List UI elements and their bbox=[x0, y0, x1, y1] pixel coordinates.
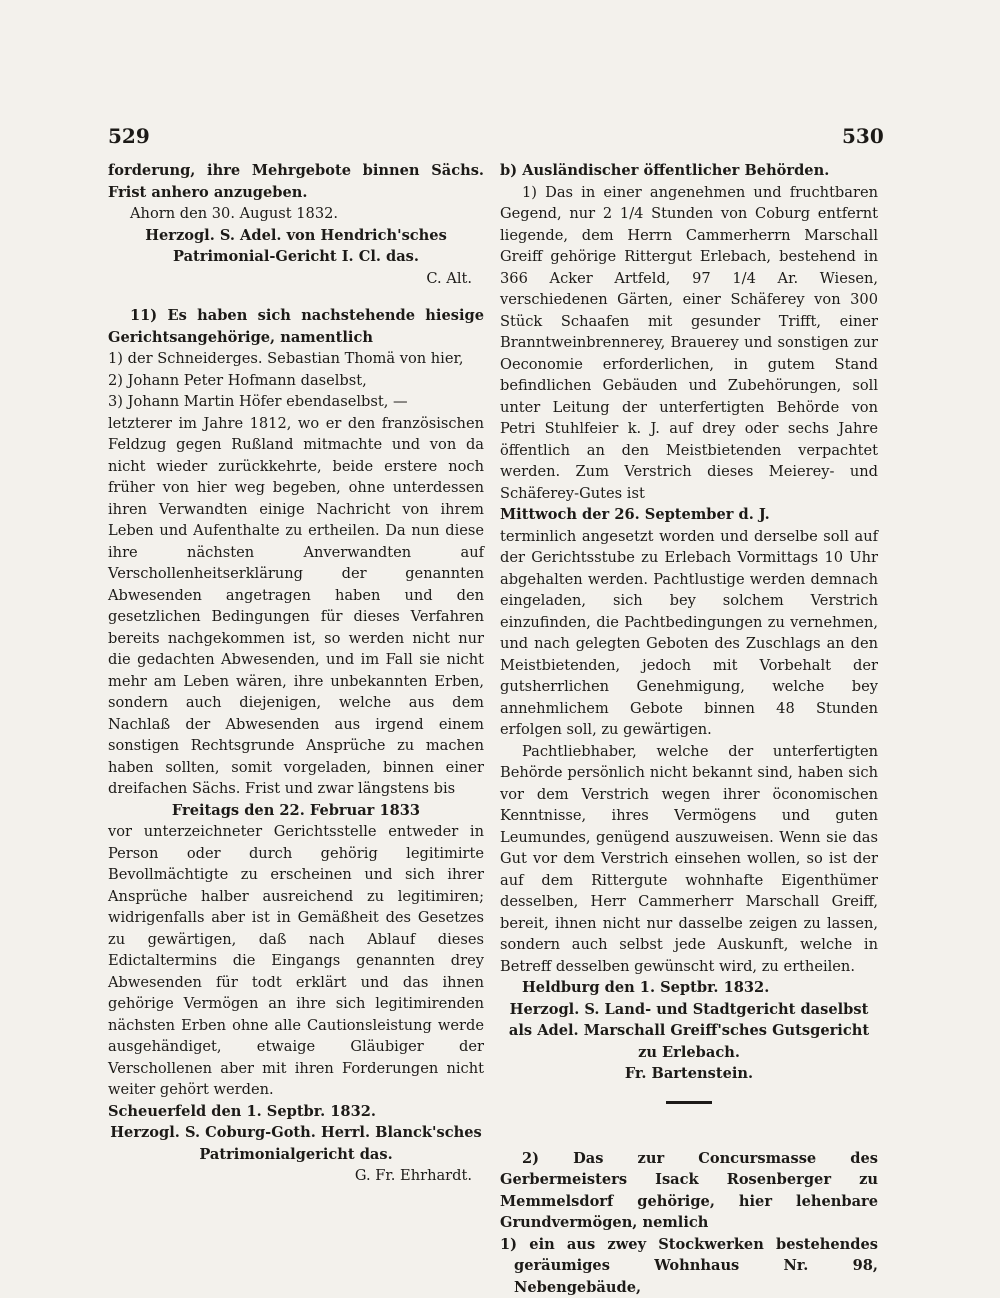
lease-notice: 1) Das in einer angenehmen und fruchtbaren Gegend, nur 2 1/4 Stunden von Coburg entfernt liegende, dem Herrn Cammerherrn Marschall Greiff gehörige Rittergut Erlebach, bestehend in 366 Acker Artfeld, 97 1/4 Ar. Wiesen, verschiedenen Gärten, einer Schäferey von 300 Stück Schaafen mit gesunder Trifft, einer Branntweinbrennerey, Brauerey und sonstigen zur Oeconomie erforderlichen, in gutem Stand befindlichen Gebäuden und Zubehörungen, soll unter Leitung der unterfertigten Behörde von Petri Stuhlfeier k. J. auf drey oder sechs Jahre öffentlich an den Meistbietenden verpachtet werden. Zum Verstrich dieses Meierey- und Schäferey-Gutes ist bbox=[500, 182, 878, 505]
bankruptcy-notice: 2) Das zur Concursmasse des Gerbermeisters Isack Rosenberger zu Memmelsdorf gehörige, hier lehenbare Grundvermögen, nemlich bbox=[500, 1148, 878, 1234]
left-column bbox=[108, 160, 484, 1187]
notice-body: letzterer im Jahre 1812, wo er den französischen Feldzug gegen Rußland mitmachte und von da nicht wieder zurückkehrte, beide erstere noch früher von hier weg begeben, ohne unterdessen ihren Verwandten einige Nachricht von ihrem Leben und Aufenthalte zu ertheilen. Da nun diese ihre nächsten Anverwandten auf Verschollenheitserklärung der genannten Abwesenden angetragen haben und den gesetzlichen Bedingungen für dieses Verfahren bereits nachgekommen ist, so werden nicht nur die gedachten Abwesenden, und im Fall sie nicht mehr am Leben wären, ihre unbekannten Erben, sondern auch diejenigen, welche aus dem Nachlaß der Abwesenden aus irgend einem sonstigen Rechtsgrunde Ansprüche zu machen haben sollten, somit vorgeladen, binnen einer dreifachen Sächs. Frist und zwar längstens bis bbox=[108, 413, 484, 800]
property-item: 1) ein aus zwey Stockwerken bestehendes geräumiges Wohnhaus Nr. 98, Nebengebäude, bbox=[500, 1234, 878, 1298]
signature-2: G. Fr. Ehrhardt. bbox=[108, 1165, 484, 1187]
place-date: Heldburg den 1. Septbr. 1832. bbox=[500, 977, 878, 999]
court-name: Herzogl. S. Land- und Stadtgericht daselbst als Adel. Marschall Greiff'sches Gutsgericht zu Erlebach. bbox=[500, 999, 878, 1064]
notice-heading: 11) Es haben sich nachstehende hiesige Gerichtsangehörige, namentlich bbox=[108, 305, 484, 348]
lease-requirements: Pachtliebhaber, welche der unterfertigten Behörde persönlich nicht bekannt sind, haben sich vor dem Verstrich wegen ihrer öconomischen Kenntnisse, ihres Vermögens und guten Leumundes, genügend auszuweisen. Wenn sie das Gut vor dem Verstrich einsehen wollen, so ist der auf dem Rittergute wohnhafte Eigenthümer desselben, Herr Cammerherr Marschall Greiff, bereit, ihnen nicht nur dasselbe zeigen zu lassen, sondern auch selbst jede Auskunft, welche in Betreff desselben gewünscht wird, zu ertheilen. bbox=[500, 741, 878, 978]
person-item: 1) der Schneiderges. Sebastian Thomä von hier, bbox=[108, 348, 484, 370]
page-number-left: 529 bbox=[108, 124, 150, 148]
person-item: 2) Johann Peter Hofmann daselbst, bbox=[108, 370, 484, 392]
page-number-right: 530 bbox=[842, 124, 884, 148]
spacer bbox=[108, 297, 484, 305]
deadline-line: Freitags den 22. Februar 1833 bbox=[108, 800, 484, 822]
continued-text: forderung, ihre Mehrgebote binnen Sächs. Frist anhero anzugeben. bbox=[108, 160, 484, 203]
spacer bbox=[108, 289, 484, 297]
signature: C. Alt. bbox=[108, 268, 484, 290]
signature: Fr. Bartenstein. bbox=[500, 1063, 878, 1085]
auction-date: Mittwoch der 26. September d. J. bbox=[500, 504, 878, 526]
section-heading: b) Ausländischer öffentlicher Behörden. bbox=[500, 160, 878, 182]
place-date-2: Scheuerfeld den 1. Septbr. 1832. bbox=[108, 1101, 484, 1123]
notice-body-2: vor unterzeichneter Gerichtsstelle entweder in Person oder durch gehörig legitimirte Bevollmächtigte zu erscheinen und sich ihrer Ansprüche halber ausreichend zu legitimiren; widrigenfalls aber ist in Gemäßheit des Gesetzes zu gewärtigen, daß nach Ablauf dieses Edictaltermins die Eingangs genannten drey Abwesenden für todt erklärt und das ihnen gehörige Vermögen an ihre sich legitimirenden nächsten Erben ohne alle Cautionsleistung werde ausgehändiget, etwaige Gläubiger der Verschollenen aber mit ihren Forderungen nicht weiter gehört werden. bbox=[108, 821, 484, 1101]
right-column bbox=[500, 160, 878, 1298]
court-name-2: Herzogl. S. Coburg-Goth. Herrl. Blanck'sches Patrimonialgericht das. bbox=[108, 1122, 484, 1165]
section-divider bbox=[666, 1101, 712, 1104]
place-date: Ahorn den 30. August 1832. bbox=[108, 203, 484, 225]
lease-terms: terminlich angesetzt worden und derselbe soll auf der Gerichtsstube zu Erlebach Vormittags 10 Uhr abgehalten werden. Pachtlustige werden demnach eingeladen, sich bey solchem Verstrich einzufinden, die Pachtbedingungen zu vernehmen, und nach gelegten Geboten des Zuschlags an den Meistbietenden, jedoch mit Vorbehalt der gutsherrlichen Genehmigung, welche bey annehmlichem Gebote binnen 48 Stunden erfolgen soll, zu gewärtigen. bbox=[500, 526, 878, 741]
court-name: Herzogl. S. Adel. von Hendrich'sches Patrimonial-Gericht I. Cl. das. bbox=[108, 225, 484, 268]
person-item: 3) Johann Martin Höfer ebendaselbst, — bbox=[108, 391, 484, 413]
